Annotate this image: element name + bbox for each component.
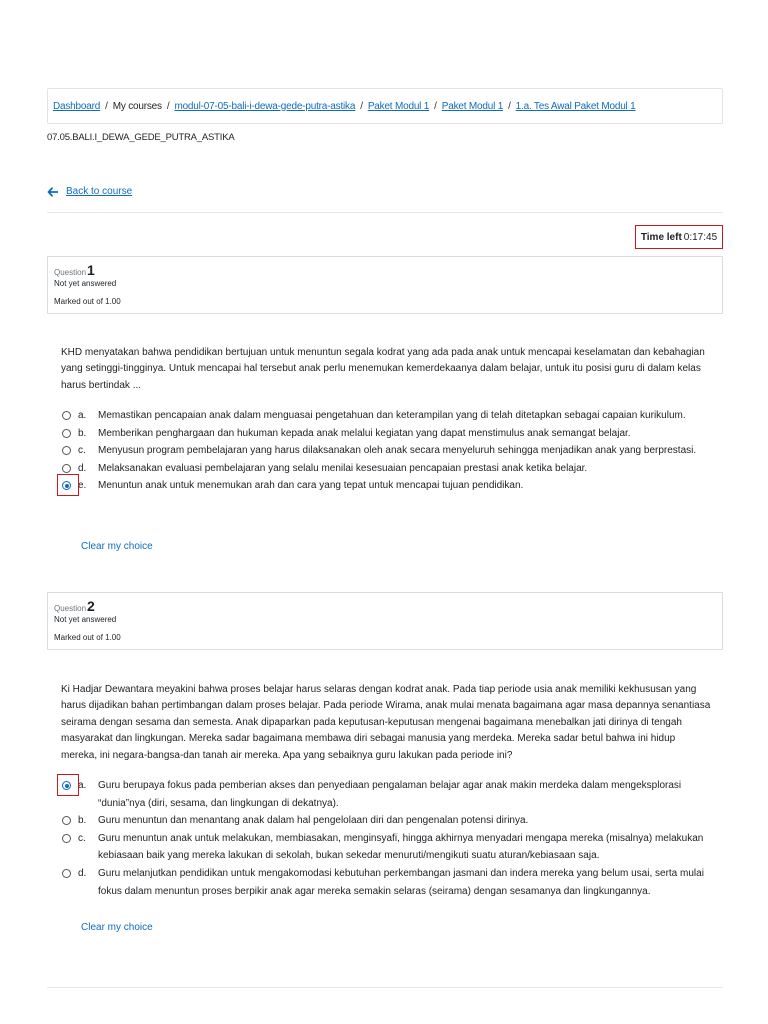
question-marks: Marked out of 1.00 <box>54 297 121 306</box>
quiz-timer <box>635 225 723 249</box>
question-text-2: Ki Hadjar Dewantara meyakini bahwa proses belajar harus selaras dengan kodrat anak. Pada tiap periode usia anak memiliki kekhususan yang harus dijadikan bahan pertimbangan dalam proses belajar. Pada periode Wirama, anak mulai menata bagaimana agar masa depannya senantiasa seirama dengan sesama dan semesta. Anak dipaparkan pada keputusan-keputusan mengenai bagaimana menebalkan jati dirinya di tengah masyarakat dan lingkungan. Mereka sadar bagaimana membawa diri sebagai manusia yang merdeka. Mereka sadar betul bahwa ini hidup mereka, ini negara-bangsa-dan tanah air mereka. Apa yang sebaiknya guru lakukan pada periode ini? <box>61 684 711 761</box>
answer-option-selected[interactable] <box>62 477 714 495</box>
radio-button[interactable] <box>62 869 71 878</box>
breadcrumb-dashboard-link[interactable]: Dashboard <box>53 100 101 112</box>
answer-letter: a. <box>78 410 87 421</box>
timer-label: Time left <box>640 231 682 243</box>
question-number: 2 <box>87 598 95 614</box>
clear-choice-link-1[interactable]: Clear my choice <box>81 541 153 552</box>
answer-letter: d. <box>78 867 87 879</box>
answer-text: Melaksanakan evaluasi pembelajaran yang selalu menilai kesesuaian pencapaian prestasi anak ketika belajar. <box>98 462 588 474</box>
course-shortname: 07.05.BALI.I_DEWA_GEDE_PUTRA_ASTIKA <box>47 132 235 143</box>
answer-letter: c. <box>78 832 86 844</box>
radio-button[interactable] <box>62 816 71 825</box>
answer-letter: b. <box>78 815 87 827</box>
question-text-1: KHD menyatakan bahwa pendidikan bertujuan untuk menuntun segala kodrat yang ada pada anak untuk mencapai keselamatan dan kebahagian yang setinggi-tingginya. Untuk mencapai hal tersebut anak perlu menemukan kemerdekaanya dalam belajar, untuk itu posisi guru di dalam kelas harus bertindak ... <box>61 347 705 391</box>
breadcrumb-separator: / <box>434 100 437 112</box>
answer-option[interactable] <box>62 830 714 865</box>
answer-option[interactable] <box>62 407 714 425</box>
question-status: Not yet answered <box>54 279 117 288</box>
answer-text: Guru berupaya fokus pada pemberian akses dan penyediaan pengalaman belajar agar anak makin merdeka dalam mengeksplorasi “dunia”nya (diri, sesama, dan lingkungan di dekatnya). <box>98 780 682 809</box>
question-info-1 <box>47 256 723 314</box>
divider <box>47 987 723 988</box>
divider <box>47 212 723 213</box>
answer-letter: e. <box>78 480 87 492</box>
answer-text: Memastikan pencapaian anak dalam menguasai pengetahuan dan keterampilan yang di telah ditetapkan sebagai capaian kurikulum. <box>98 410 686 421</box>
arrow-left-icon <box>47 187 58 197</box>
breadcrumb-my-courses: My courses <box>112 100 162 112</box>
breadcrumb-quiz-link[interactable]: 1.a. Tes Awal Paket Modul 1 <box>515 100 636 112</box>
answer-letter: d. <box>78 462 87 474</box>
answer-option-selected[interactable] <box>62 777 714 812</box>
breadcrumb-separator: / <box>508 100 511 112</box>
answer-list-1 <box>62 407 714 495</box>
timer-value: 0:17:45 <box>683 231 718 243</box>
answer-option[interactable] <box>62 442 714 460</box>
answer-option[interactable] <box>62 865 714 900</box>
radio-button-checked[interactable] <box>62 481 71 490</box>
clear-choice-link-2[interactable]: Clear my choice <box>81 922 153 933</box>
answer-option[interactable] <box>62 460 714 478</box>
question-label: Question1 <box>54 262 95 278</box>
radio-button-checked[interactable] <box>62 781 71 790</box>
back-to-course-link[interactable] <box>47 186 132 197</box>
breadcrumb-course-link[interactable]: modul-07-05-bali-i-dewa-gede-putra-astika <box>174 100 356 112</box>
answer-text: Menuntun anak untuk menemukan arah dan cara yang tepat untuk mencapai tujuan pendidikan. <box>98 480 524 492</box>
radio-button[interactable] <box>62 446 71 455</box>
answer-letter: a. <box>78 780 87 791</box>
question-label: Question2 <box>54 598 95 614</box>
breadcrumb-separator: / <box>166 100 170 112</box>
question-marks: Marked out of 1.00 <box>54 633 121 642</box>
answer-letter: b. <box>78 427 87 439</box>
breadcrumb-subsection-link[interactable]: Paket Modul 1 <box>441 100 504 112</box>
question-number: 1 <box>87 262 95 278</box>
back-to-course-label: Back to course <box>66 186 133 197</box>
breadcrumb-section-link[interactable]: Paket Modul 1 <box>367 100 430 112</box>
breadcrumb-separator: / <box>360 100 363 112</box>
radio-button[interactable] <box>62 834 71 843</box>
answer-text: Menyusun program pembelajaran yang harus dilaksanakan oleh anak secara menyeluruh sehingga menjadikan anak yang berprestasi. <box>98 445 697 457</box>
answer-option[interactable] <box>62 812 714 830</box>
answer-letter: c. <box>78 445 86 457</box>
answer-text: Guru melanjutkan pendidikan untuk mengakomodasi kebutuhan perkembangan jasmani dan indera mereka yang belum usai, serta mulai fokus dalam menuntun proses berpikir anak agar mereka semakin selaras (seirama) dengan sesamanya dan lingkungannya. <box>98 867 704 897</box>
radio-button[interactable] <box>62 411 71 420</box>
radio-button[interactable] <box>62 464 71 473</box>
breadcrumb-separator: / <box>105 100 108 112</box>
answer-text: Guru menuntun anak untuk melakukan, membiasakan, menginsyafi, hingga akhirnya menyadari mengapa mereka (misalnya) melakukan kebiasaan baik yang mereka lakukan di sekolah, bukan sekedar menuruti/mengikuti suatu aturan/kebiasaan saja. <box>98 832 704 862</box>
radio-button[interactable] <box>62 429 71 438</box>
question-info-2 <box>47 592 723 650</box>
answer-text: Memberikan penghargaan dan hukuman kepada anak melalui kegiatan yang dapat menstimulus anak semangat belajar. <box>98 427 631 439</box>
question-status: Not yet answered <box>54 615 117 624</box>
answer-list-2 <box>62 777 714 900</box>
breadcrumb <box>47 88 723 124</box>
answer-text: Guru menuntun dan menantang anak dalam hal pengelolaan diri dan pengenalan potensi dirinya. <box>98 815 529 827</box>
answer-option[interactable] <box>62 425 714 443</box>
